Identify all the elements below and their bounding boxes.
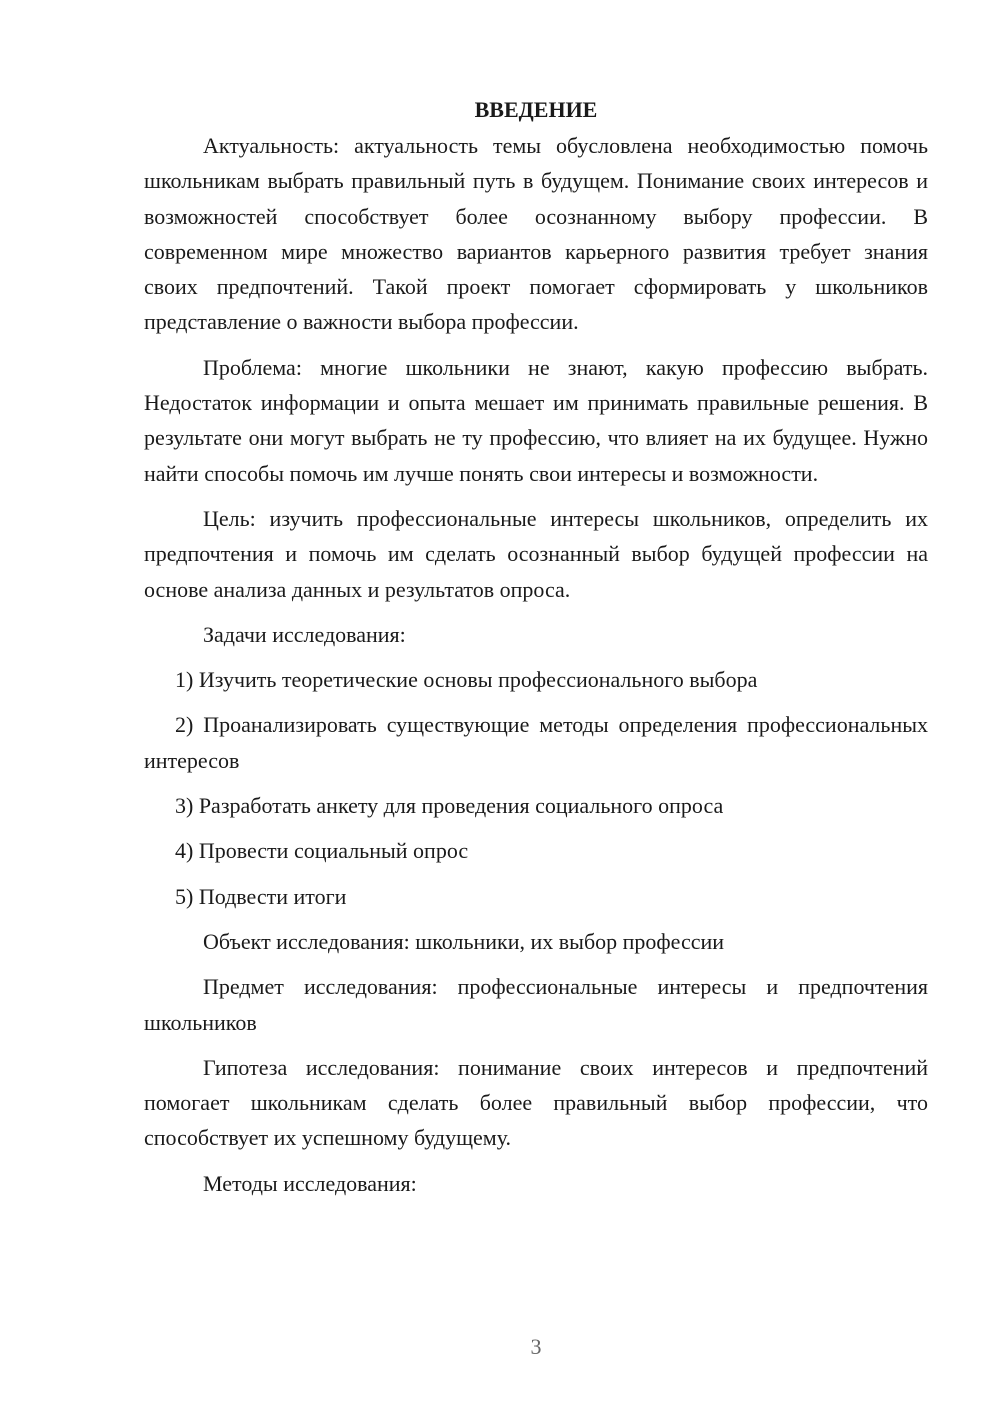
problem-paragraph: Проблема: многие школьники не знают, какую профессию выбрать. Недостаток информации и опыта мешает им принимать правильные решения. В результате они могут выбрать не ту профессию, что влияет на их будущее. Нужно найти способы помочь им лучше понять свои интересы и возможности. — [144, 354, 928, 486]
methods-heading: Методы исследования: — [203, 1170, 417, 1196]
task-item-5: 5) Подвести итоги — [175, 883, 347, 909]
hypothesis-paragraph: Гипотеза исследования: понимание своих интересов и предпочтений помогает школьникам сделать более правильный выбор профессии, что способствует их успешному будущему. — [144, 1054, 928, 1151]
page-content — [144, 92, 928, 1211]
page-title: ВВЕДЕНИЕ — [474, 97, 598, 122]
goal-paragraph: Цель: изучить профессиональные интересы школьников, определить их предпочтения и помочь им сделать осознанный выбор будущей профессии на основе анализа данных и результатов опроса. — [144, 505, 928, 602]
task-item-2: 2) Проанализировать существующие методы определения профессиональных интересов — [144, 712, 928, 773]
task-item-3: 3) Разработать анкету для проведения социального опроса — [175, 793, 724, 819]
task-item-4: 4) Провести социальный опрос — [175, 838, 469, 864]
page-number: 3 — [530, 1334, 542, 1359]
tasks-heading: Задачи исследования: — [203, 621, 406, 647]
subject-paragraph: Предмет исследования: профессиональные интересы и предпочтения школьников — [144, 974, 928, 1035]
object-paragraph: Объект исследования: школьники, их выбор профессии — [203, 928, 725, 954]
task-item-1: 1) Изучить теоретические основы профессионального выбора — [175, 667, 758, 693]
relevance-paragraph: Актуальность: актуальность темы обусловлена необходимостью помочь школьникам выбрать правильный путь в будущем. Понимание своих интересов и возможностей способствует более осознанному выбору профессии. В современном мире множество вариантов карьерного развития требует знания своих предпочтений. Такой проект помогает сформировать у школьников представление о важности выбора профессии. — [144, 133, 928, 335]
